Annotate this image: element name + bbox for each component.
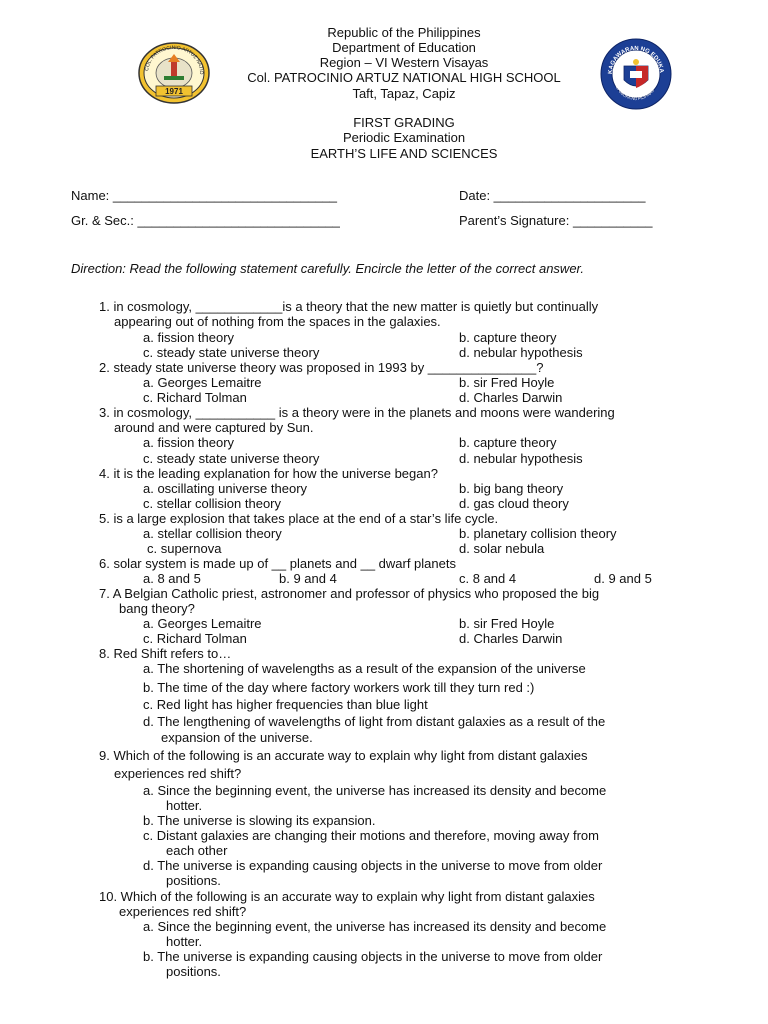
- question-7-stem: 7. A Belgian Catholic priest, astronomer and professor of physics who proposed the big: [99, 586, 600, 601]
- q5-option-d[interactable]: d. solar nebula: [459, 541, 545, 556]
- header-country: Republic of the Philippines: [327, 25, 481, 40]
- question-3-stem-cont: around and were captured by Sun.: [114, 420, 314, 435]
- q8-option-b[interactable]: b. The time of the day where factory workers work till they turn red :): [143, 680, 535, 695]
- q1-option-b[interactable]: b. capture theory: [459, 330, 557, 345]
- direction-text: Direction: Read the following statement carefully. Encircle the letter of the correct answer.: [71, 261, 585, 276]
- q6-option-d[interactable]: d. 9 and 5: [594, 571, 652, 586]
- q9-option-a-cont: hotter.: [166, 798, 203, 813]
- q8-option-d[interactable]: d. The lengthening of wavelengths of light from distant galaxies as a result of the: [143, 714, 606, 729]
- question-10-stem: 10. Which of the following is an accurate way to explain why light from distant galaxies: [99, 889, 595, 904]
- question-5-stem: 5. is a large explosion that takes place at the end of a star’s life cycle.: [99, 511, 499, 526]
- q2-option-a[interactable]: a. Georges Lemaitre: [143, 375, 262, 390]
- q5-option-c[interactable]: c. supernova: [147, 541, 222, 556]
- exam-type: Periodic Examination: [342, 130, 466, 145]
- q9-option-d-cont: positions.: [166, 873, 221, 888]
- q4-option-c[interactable]: c. stellar collision theory: [143, 496, 281, 511]
- q9-option-c[interactable]: c. Distant galaxies are changing their motions and therefore, moving away from: [143, 828, 599, 843]
- q7-option-a[interactable]: a. Georges Lemaitre: [143, 616, 262, 631]
- q1-option-a[interactable]: a. fission theory: [143, 330, 235, 345]
- q6-option-c[interactable]: c. 8 and 4: [459, 571, 517, 586]
- q9-option-d[interactable]: d. The universe is expanding causing objects in the universe to move from older: [143, 858, 603, 873]
- q7-option-b[interactable]: b. sir Fred Hoyle: [459, 616, 555, 631]
- q5-option-a[interactable]: a. stellar collision theory: [143, 526, 282, 541]
- question-10-stem-cont: experiences red shift?: [119, 904, 247, 919]
- q2-option-d[interactable]: d. Charles Darwin: [459, 390, 563, 405]
- q5-option-b[interactable]: b. planetary collision theory: [459, 526, 617, 541]
- question-1-stem-cont: appearing out of nothing from the spaces in the galaxies.: [114, 314, 441, 329]
- question-6-stem: 6. solar system is made up of __ planets and __ dwarf planets: [99, 556, 456, 571]
- parent-signature-field[interactable]: Parent’s Signature: ___________: [459, 213, 653, 228]
- header-school: Col. PATROCINIO ARTUZ NATIONAL HIGH SCHOOL: [247, 70, 561, 85]
- question-2-stem: 2. steady state universe theory was proposed in 1993 by _______________?: [99, 360, 544, 375]
- q10-option-a-cont: hotter.: [166, 934, 203, 949]
- q4-option-d[interactable]: d. gas cloud theory: [459, 496, 569, 511]
- q7-option-d[interactable]: d. Charles Darwin: [459, 631, 563, 646]
- q1-option-c[interactable]: c. steady state universe theory: [143, 345, 320, 360]
- deped-seal-logo: [600, 38, 672, 110]
- q1-option-d[interactable]: d. nebular hypothesis: [459, 345, 583, 360]
- q10-option-b-cont: positions.: [166, 964, 221, 979]
- q8-option-c[interactable]: c. Red light has higher frequencies than blue light: [143, 697, 428, 712]
- q10-option-a[interactable]: a. Since the beginning event, the universe has increased its density and become: [143, 919, 607, 934]
- seal-year: 1971: [165, 87, 183, 96]
- school-seal-logo: [138, 42, 210, 104]
- seal-ring-text: COL. PATROCINIO ARTUZ NATIO: [144, 44, 205, 75]
- q4-option-b[interactable]: b. big bang theory: [459, 481, 564, 496]
- name-field[interactable]: Name: _______________________________: [71, 188, 338, 203]
- q9-option-a[interactable]: a. Since the beginning event, the universe has increased its density and become: [143, 783, 607, 798]
- header-address: Taft, Tapaz, Capiz: [352, 86, 456, 101]
- q2-option-c[interactable]: c. Richard Tolman: [143, 390, 247, 405]
- q3-option-b[interactable]: b. capture theory: [459, 435, 557, 450]
- q8-option-d-cont: expansion of the universe.: [161, 730, 313, 745]
- question-3-stem: 3. in cosmology, ___________ is a theory were in the planets and moons were wandering: [99, 405, 615, 420]
- q9-option-b[interactable]: b. The universe is slowing its expansion.: [143, 813, 376, 828]
- exam-subject: EARTH’S LIFE AND SCIENCES: [310, 146, 498, 161]
- q10-option-b[interactable]: b. The universe is expanding causing objects in the universe to move from older: [143, 949, 603, 964]
- q4-option-a[interactable]: a. oscillating universe theory: [143, 481, 308, 496]
- deped-ring-text: KAGAWARAN NG EDUKA: [607, 45, 665, 75]
- question-1-stem: 1. in cosmology, ____________is a theory that the new matter is quietly but continually: [99, 299, 599, 314]
- q2-option-b[interactable]: b. sir Fred Hoyle: [459, 375, 555, 390]
- q8-option-a[interactable]: a. The shortening of wavelengths as a result of the expansion of the universe: [143, 661, 586, 676]
- q3-option-c[interactable]: c. steady state universe theory: [143, 451, 320, 466]
- q3-option-a[interactable]: a. fission theory: [143, 435, 235, 450]
- header-region: Region – VI Western Visayas: [319, 55, 489, 70]
- question-9-stem: 9. Which of the following is an accurate way to explain why light from distant galaxies: [99, 748, 588, 763]
- q6-option-b[interactable]: b. 9 and 4: [279, 571, 337, 586]
- q3-option-d[interactable]: d. nebular hypothesis: [459, 451, 583, 466]
- header-department: Department of Education: [332, 40, 476, 55]
- date-field[interactable]: Date: _____________________: [459, 188, 646, 203]
- question-7-stem-cont: bang theory?: [119, 601, 195, 616]
- question-4-stem: 4. it is the leading explanation for how the universe began?: [99, 466, 438, 481]
- grade-section-field[interactable]: Gr. & Sec.: ____________________________: [71, 213, 340, 228]
- q6-option-a[interactable]: a. 8 and 5: [143, 571, 201, 586]
- deped-bottom-text: REPUBLIKA NG PILIPINAS: [613, 82, 656, 102]
- q7-option-c[interactable]: c. Richard Tolman: [143, 631, 247, 646]
- exam-grading: FIRST GRADING: [353, 115, 455, 130]
- q9-option-c-cont: each other: [166, 843, 228, 858]
- question-8-stem: 8. Red Shift refers to…: [99, 646, 232, 661]
- question-9-stem-cont: experiences red shift?: [114, 766, 242, 781]
